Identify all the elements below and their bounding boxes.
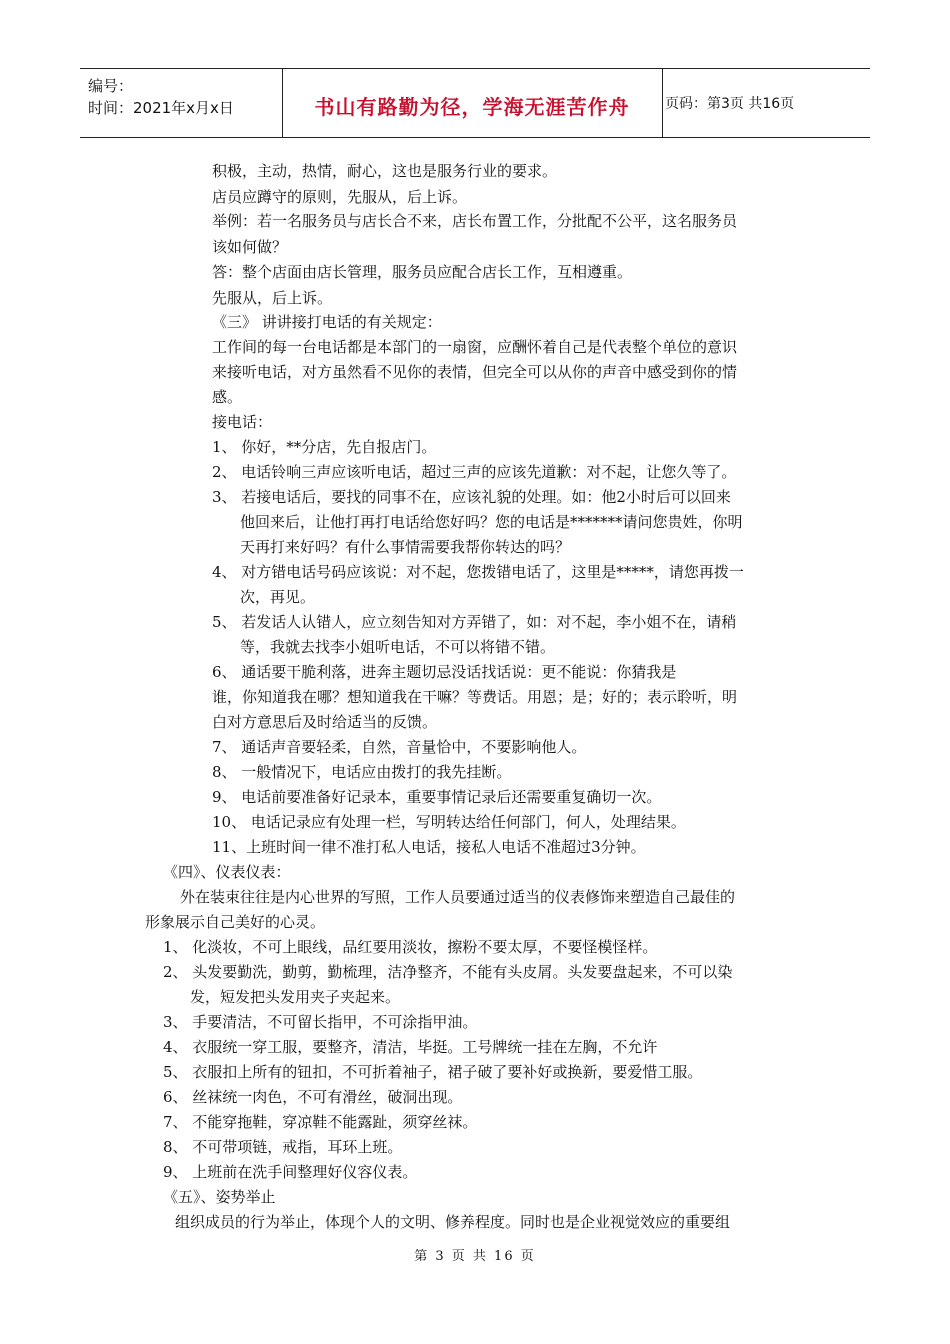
list-item: 5、 若发话人认错人，应立刻告知对方弄错了，如：对不起，李小姐不在，请稍 xyxy=(212,613,737,631)
body-line: 来接听电话，对方虽然看不见你的表情，但完全可以从你的声音中感受到你的情 xyxy=(212,363,738,381)
list-item-continuation: 等，我就去找李小姐听电话，不可以将错不错。 xyxy=(240,638,556,656)
body-line: 形象展示自己美好的心灵。 xyxy=(145,913,326,931)
section-heading: 《四》、仪表仪表： xyxy=(163,863,291,881)
list-item: 8、 不可带项链，戒指，耳环上班。 xyxy=(163,1138,403,1156)
list-item: 3、 手要清洁，不可留长指甲，不可涂指甲油。 xyxy=(163,1013,478,1031)
list-item: 8、 一般情况下，电话应由拨打的我先挂断。 xyxy=(212,763,512,781)
list-item: 2、 电话铃响三声应该听电话，超过三声的应该先道歉：对不起，让您久等了。 xyxy=(212,463,737,481)
list-item: 9、 上班前在洗手间整理好仪容仪表。 xyxy=(163,1163,418,1181)
list-item: 11、上班时间一律不准打私人电话，接私人电话不准超过3分钟。 xyxy=(212,838,646,856)
body-line: 组织成员的行为举止，体现个人的文明、修养程度。同时也是企业视觉效应的重要组 xyxy=(175,1213,731,1231)
list-item-continuation: 他回来后，让他打再打电话给您好吗？您的电话是*******请问您贵姓，你明 xyxy=(240,513,743,531)
list-item-continuation: 谁，你知道我在哪？想知道我在干嘛？等费话。用恩；是；好的；表示聆听，明 xyxy=(212,688,738,706)
time-label: 时间：2021年x月x日 xyxy=(88,99,234,117)
list-item: 3、 若接电话后，要找的同事不在，应该礼貌的处理。如：他2小时后可以回来 xyxy=(212,488,731,506)
list-item: 2、 头发要勤洗，勤剪，勤梳理，洁净整齐，不能有头皮屑。头发要盘起来，不可以染 xyxy=(163,963,733,981)
body-line: 店员应蹲守的原则，先服从，后上诉。 xyxy=(212,188,468,206)
section-heading: 《三》 讲讲接打电话的有关规定： xyxy=(212,313,442,331)
body-line: 举例：若一名服务员与店长合不来，店长布置工作，分批配不公平，这名服务员 xyxy=(212,212,738,230)
header-motto: 书山有路勤为径，学海无涯苦作舟 xyxy=(314,95,630,119)
list-item-continuation: 天再打来好吗？有什么事情需要我帮你转达的吗？ xyxy=(240,538,571,556)
body-line: 该如何做？ xyxy=(212,238,288,256)
list-item-continuation: 次，再见。 xyxy=(240,588,316,606)
list-item-continuation: 白对方意思后及时给适当的反馈。 xyxy=(212,713,438,731)
list-item: 5、 衣服扣上所有的钮扣，不可折着袖子，裙子破了要补好或换新，要爱惜工服。 xyxy=(163,1063,703,1081)
body-line: 外在装束往往是内心世界的写照，工作人员要通过适当的仪表修饰来塑造自己最佳的 xyxy=(180,888,736,906)
body-line: 答：整个店面由店长管理，服务员应配合店长工作，互相遵重。 xyxy=(212,263,633,281)
header-meta xyxy=(88,75,234,119)
page-footer: 第 3 页 共 16 页 xyxy=(414,1249,536,1264)
list-item: 7、 通话声音要轻柔，自然，音量恰中，不要影响他人。 xyxy=(212,738,587,756)
list-item: 6、 通话要干脆利落，进奔主题切忌没话找话说：更不能说：你猜我是 xyxy=(212,663,677,681)
list-item: 1、 化淡妆，不可上眼线，品红要用淡妆，擦粉不要太厚，不要怪模怪样。 xyxy=(163,938,658,956)
section-heading: 《五》、姿势举止 xyxy=(163,1188,276,1206)
body-line: 先服从，后上诉。 xyxy=(212,289,333,307)
list-item: 10、 电话记录应有处理一栏，写明转达给任何部门，何人，处理结果。 xyxy=(212,813,686,831)
list-item: 9、 电话前要准备好记录本，重要事情记录后还需要重复确切一次。 xyxy=(212,788,662,806)
header-divider-right xyxy=(662,69,663,137)
list-item: 4、 衣服统一穿工服，要整齐，清洁，毕挺。工号牌统一挂在左胸，不允许 xyxy=(163,1038,658,1056)
document-header xyxy=(80,68,870,138)
body-line: 积极，主动，热情，耐心，这也是服务行业的要求。 xyxy=(212,162,558,180)
list-item: 6、 丝袜统一肉色，不可有滑丝，破洞出现。 xyxy=(163,1088,463,1106)
number-label: 编号： xyxy=(88,77,134,95)
list-item: 4、 对方错电话号码应该说：对不起，您拨错电话了，这里是*****，请您再拨一 xyxy=(212,563,744,581)
list-item-continuation: 发，短发把头发用夹子夹起来。 xyxy=(190,988,401,1006)
body-line: 工作间的每一台电话都是本部门的一扇窗，应酬怀着自己是代表整个单位的意识 xyxy=(212,338,738,356)
header-page-label: 页码：第3页 共16页 xyxy=(665,96,795,112)
list-item: 1、 你好，**分店，先自报店门。 xyxy=(212,438,437,456)
body-line: 感。 xyxy=(212,388,243,406)
body-line: 接电话： xyxy=(212,413,273,431)
list-item: 7、 不能穿拖鞋，穿凉鞋不能露趾，须穿丝袜。 xyxy=(163,1113,478,1131)
